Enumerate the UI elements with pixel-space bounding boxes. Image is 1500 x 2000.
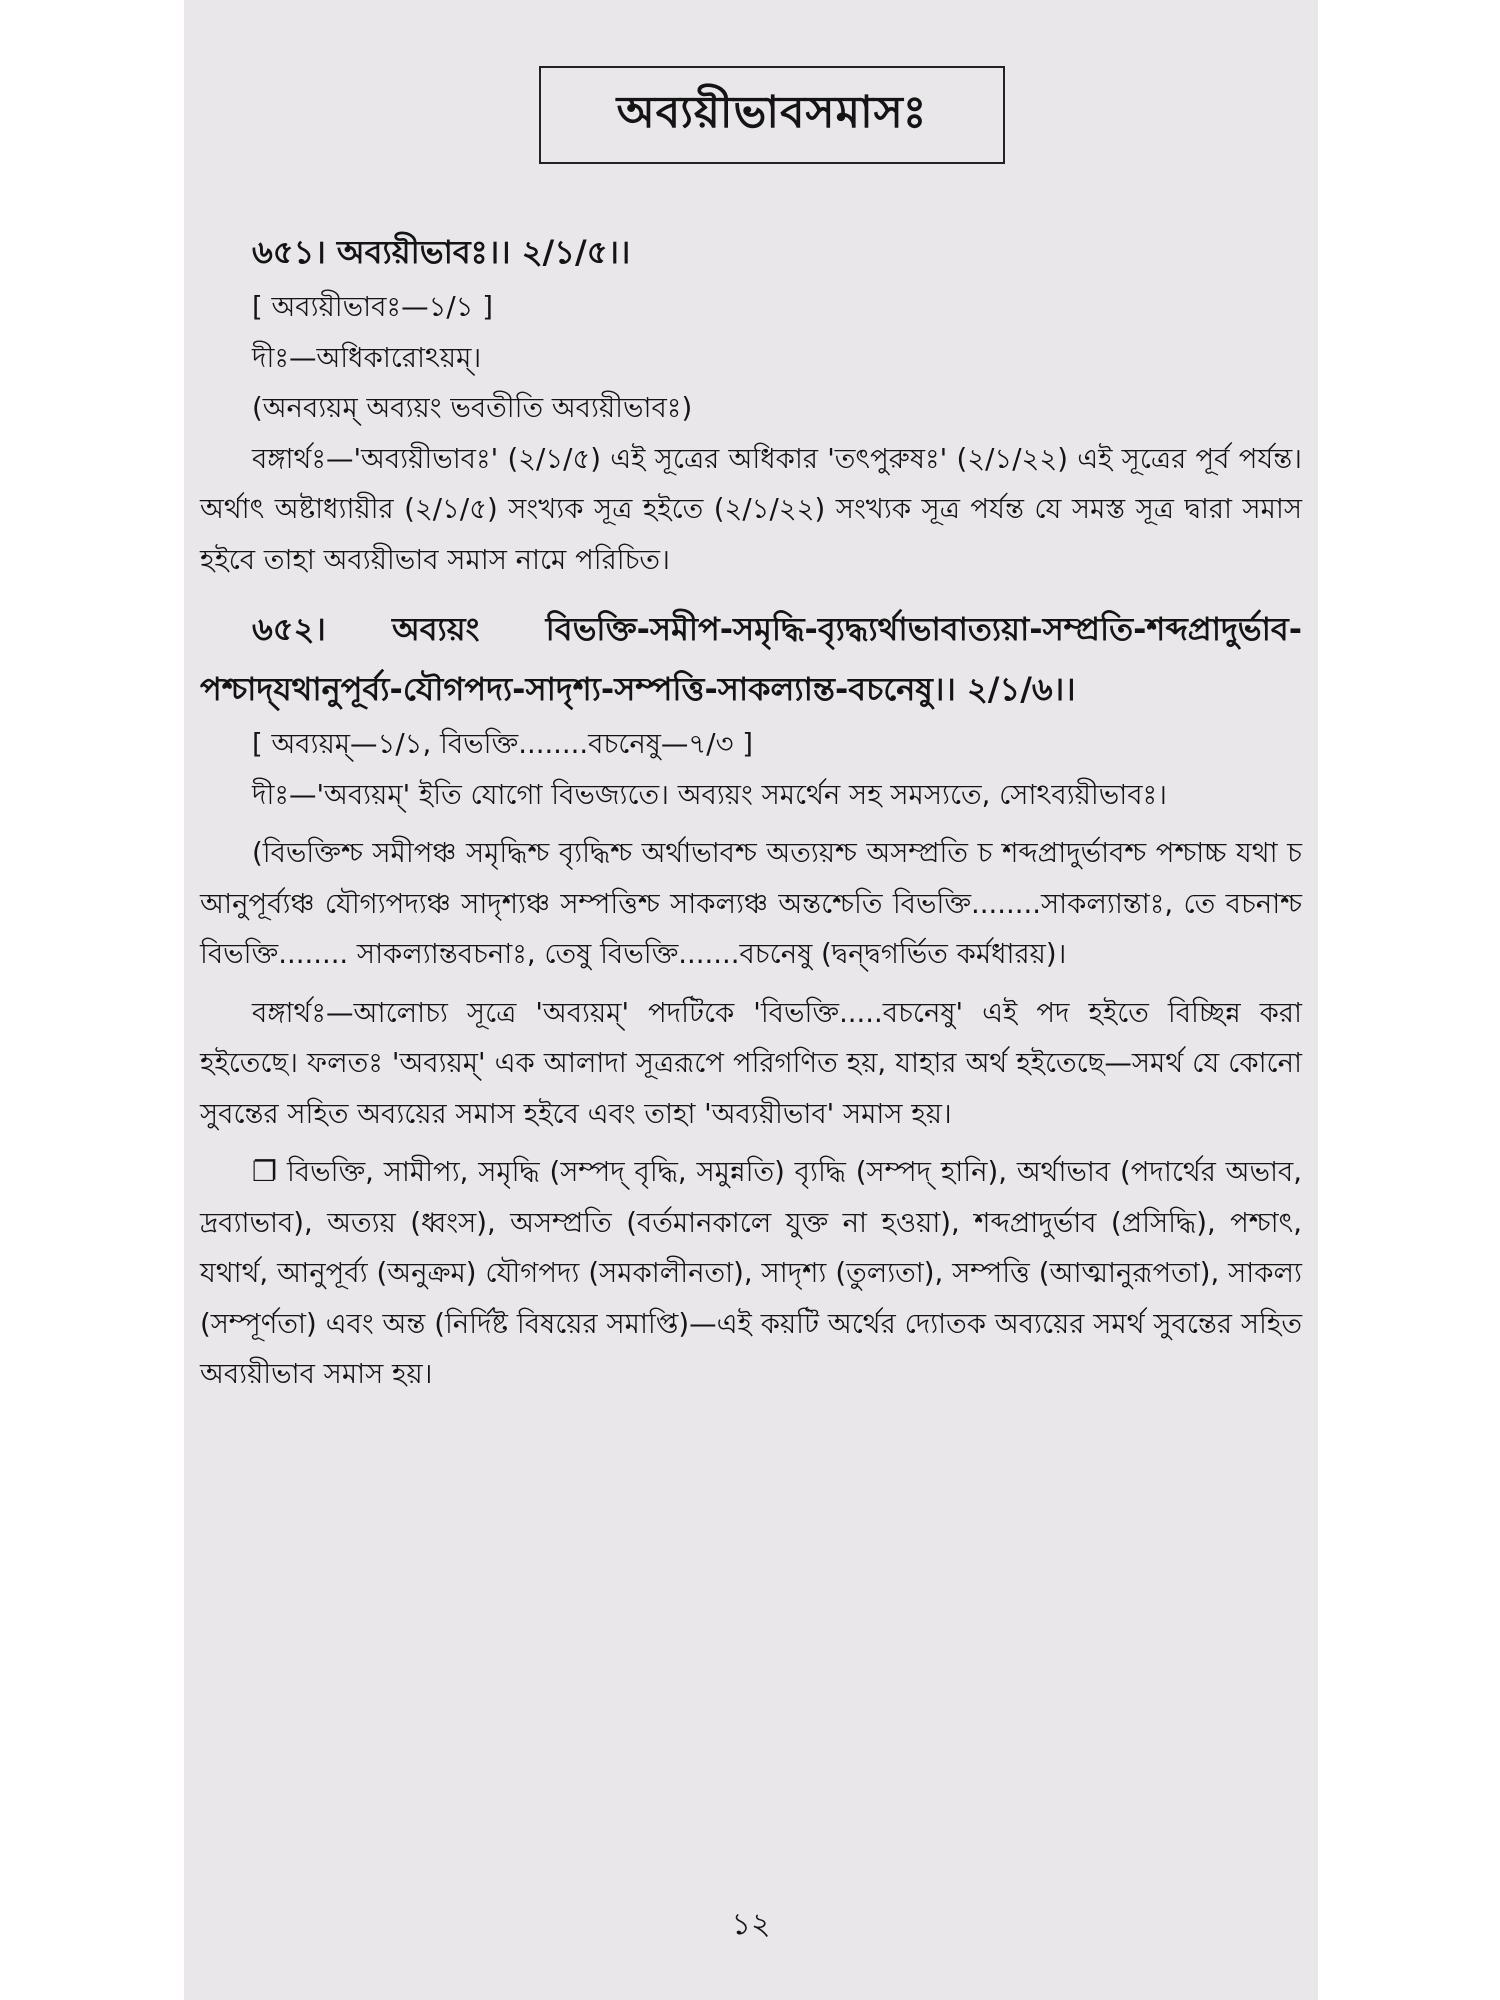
- sutra-652-title: ৬৫২। অব্যয়ং বিভক্তি-সমীপ-সমৃদ্ধি-ব্যৃদ্ধ্যর্থাভাবাত্যয়া-সম্প্রতি-শব্দপ্রাদুর্ভাব-পশ্চাদ্‌যথানুপূর্ব্য-যৌগপদ্য-সাদৃশ্য-সম্পত্তি-সাকল্যান্ত-বচনেষু।। ২/১/৬।।: [200, 610, 1302, 708]
- sutra-652-bracket: [ অব্যয়ম্—১/১, বিভক্তি........বচনেষু—৭/৩ ]: [252, 728, 753, 760]
- sutra-652-bangartha: বঙ্গার্থঃ—আলোচ্য সূত্রে 'অব্যয়ম্' পদটিকে 'বিভক্তি.....বচনেষু' এই পদ হইতে বিচ্ছিন্ন করা হইতেছে। ফলতঃ 'অব্যয়ম্' এক আলাদা সূত্ররূপে পরিগণিত হয়, যাহার অর্থ হইতেছে—সমর্থ যে কোনো সুবন্তের সহিত অব্যয়ের সমাস হইবে এবং তাহা 'অব্যয়ীভাব' সমাস হয়।: [200, 996, 1302, 1130]
- sutra-651-bracket: [ অব্যয়ীভাবঃ—১/১ ]: [252, 291, 493, 323]
- section-heading: অব্যয়ীভাবসমাসঃ: [539, 66, 1005, 164]
- page-number: ১২: [731, 1907, 771, 1942]
- sutra-652-note: [200, 1147, 1302, 1400]
- page-content: [200, 222, 1302, 1400]
- sutra-651-bangartha: বঙ্গার্থঃ—'অব্যয়ীভাবঃ' (২/১/৫) এই সূত্রের অধিকার 'তৎপুরুষঃ' (২/১/২২) এই সূত্রের পূর্ব পর্যন্ত। অর্থাৎ অষ্টাধ্যায়ীর (২/১/৫) সংখ্যক সূত্র হইতে (২/১/২২) সংখ্যক সূত্র পর্যন্ত যে সমস্ত সূত্র দ্বারা সমাস হইবে তাহা অব্যয়ীভাব সমাস নামে পরিচিত।: [200, 442, 1302, 576]
- book-page: [184, 0, 1318, 2000]
- note-text: বিভক্তি, সামীপ্য, সমৃদ্ধি (সম্পদ্ বৃদ্ধি, সমুন্নতি) ব্যৃদ্ধি (সম্পদ্ হানি), অর্থাভাব (পদার্থের অভাব, দ্রব্যাভাব), অত্যয় (ধ্বংস), অসম্প্রতি (বর্তমানকালে যুক্ত না হওয়া), শব্দপ্রাদুর্ভাব (প্রসিদ্ধি), পশ্চাৎ, যথার্থ, আনুপূর্ব্য (অনুক্রম) যৌগপদ্য (সমকালীনতা), সাদৃশ্য (তুল্যতা), সম্পত্তি (আত্মানুরূপতা), সাকল্য (সম্পূর্ণতা) এবং অন্ত (নির্দিষ্ট বিষয়ের সমাপ্তি)—এই কয়টি অর্থের দ্যোতক অব্যয়ের সমর্থ সুবন্তের সহিত অব্যয়ীভাব সমাস হয়।: [200, 1156, 1302, 1390]
- sutra-651-title: ৬৫১। অব্যয়ীভাবঃ।। ২/১/৫।।: [252, 233, 631, 271]
- sutra-651-dih: দীঃ—অধিকারোঽয়ম্।: [252, 341, 482, 374]
- sutra-652-paren: (বিভক্তিশ্চ সমীপঞ্চ সমৃদ্ধিশ্চ ব্যৃদ্ধিশ্চ অর্থাভাবশ্চ অত্যয়শ্চ অসম্প্রতি চ শব্দপ্রাদুর্ভাবশ্চ পশ্চাচ্চ যথা চ আনুপূর্ব্যঞ্চ যৌগ্যপদ্যঞ্চ সাদৃশ্যঞ্চ সম্পত্তিশ্চ সাকল্যঞ্চ অন্তশ্চেতি বিভক্তি........সাকল্যান্তাঃ, তে বচনাশ্চ বিভক্তি........ সাকল্যান্তবচনাঃ, তেষু বিভক্তি.......বচনেষু (দ্বন্দ্বগর্ভিত কর্মধারয়)।: [200, 837, 1302, 970]
- sutra-652-dih: দীঃ—'অব্যয়ম্' ইতি যোগো বিভজ্যতে। অব্যয়ং সমর্থেন সহ সমস্যতে, সোঽব্যয়ীভাবঃ।: [252, 778, 1168, 811]
- sutra-651-paren: (অনব্যয়ম্ অব্যয়ং ভবতীতি অব্যয়ীভাবঃ): [252, 392, 693, 424]
- checkbox-icon: ❐: [252, 1155, 278, 1188]
